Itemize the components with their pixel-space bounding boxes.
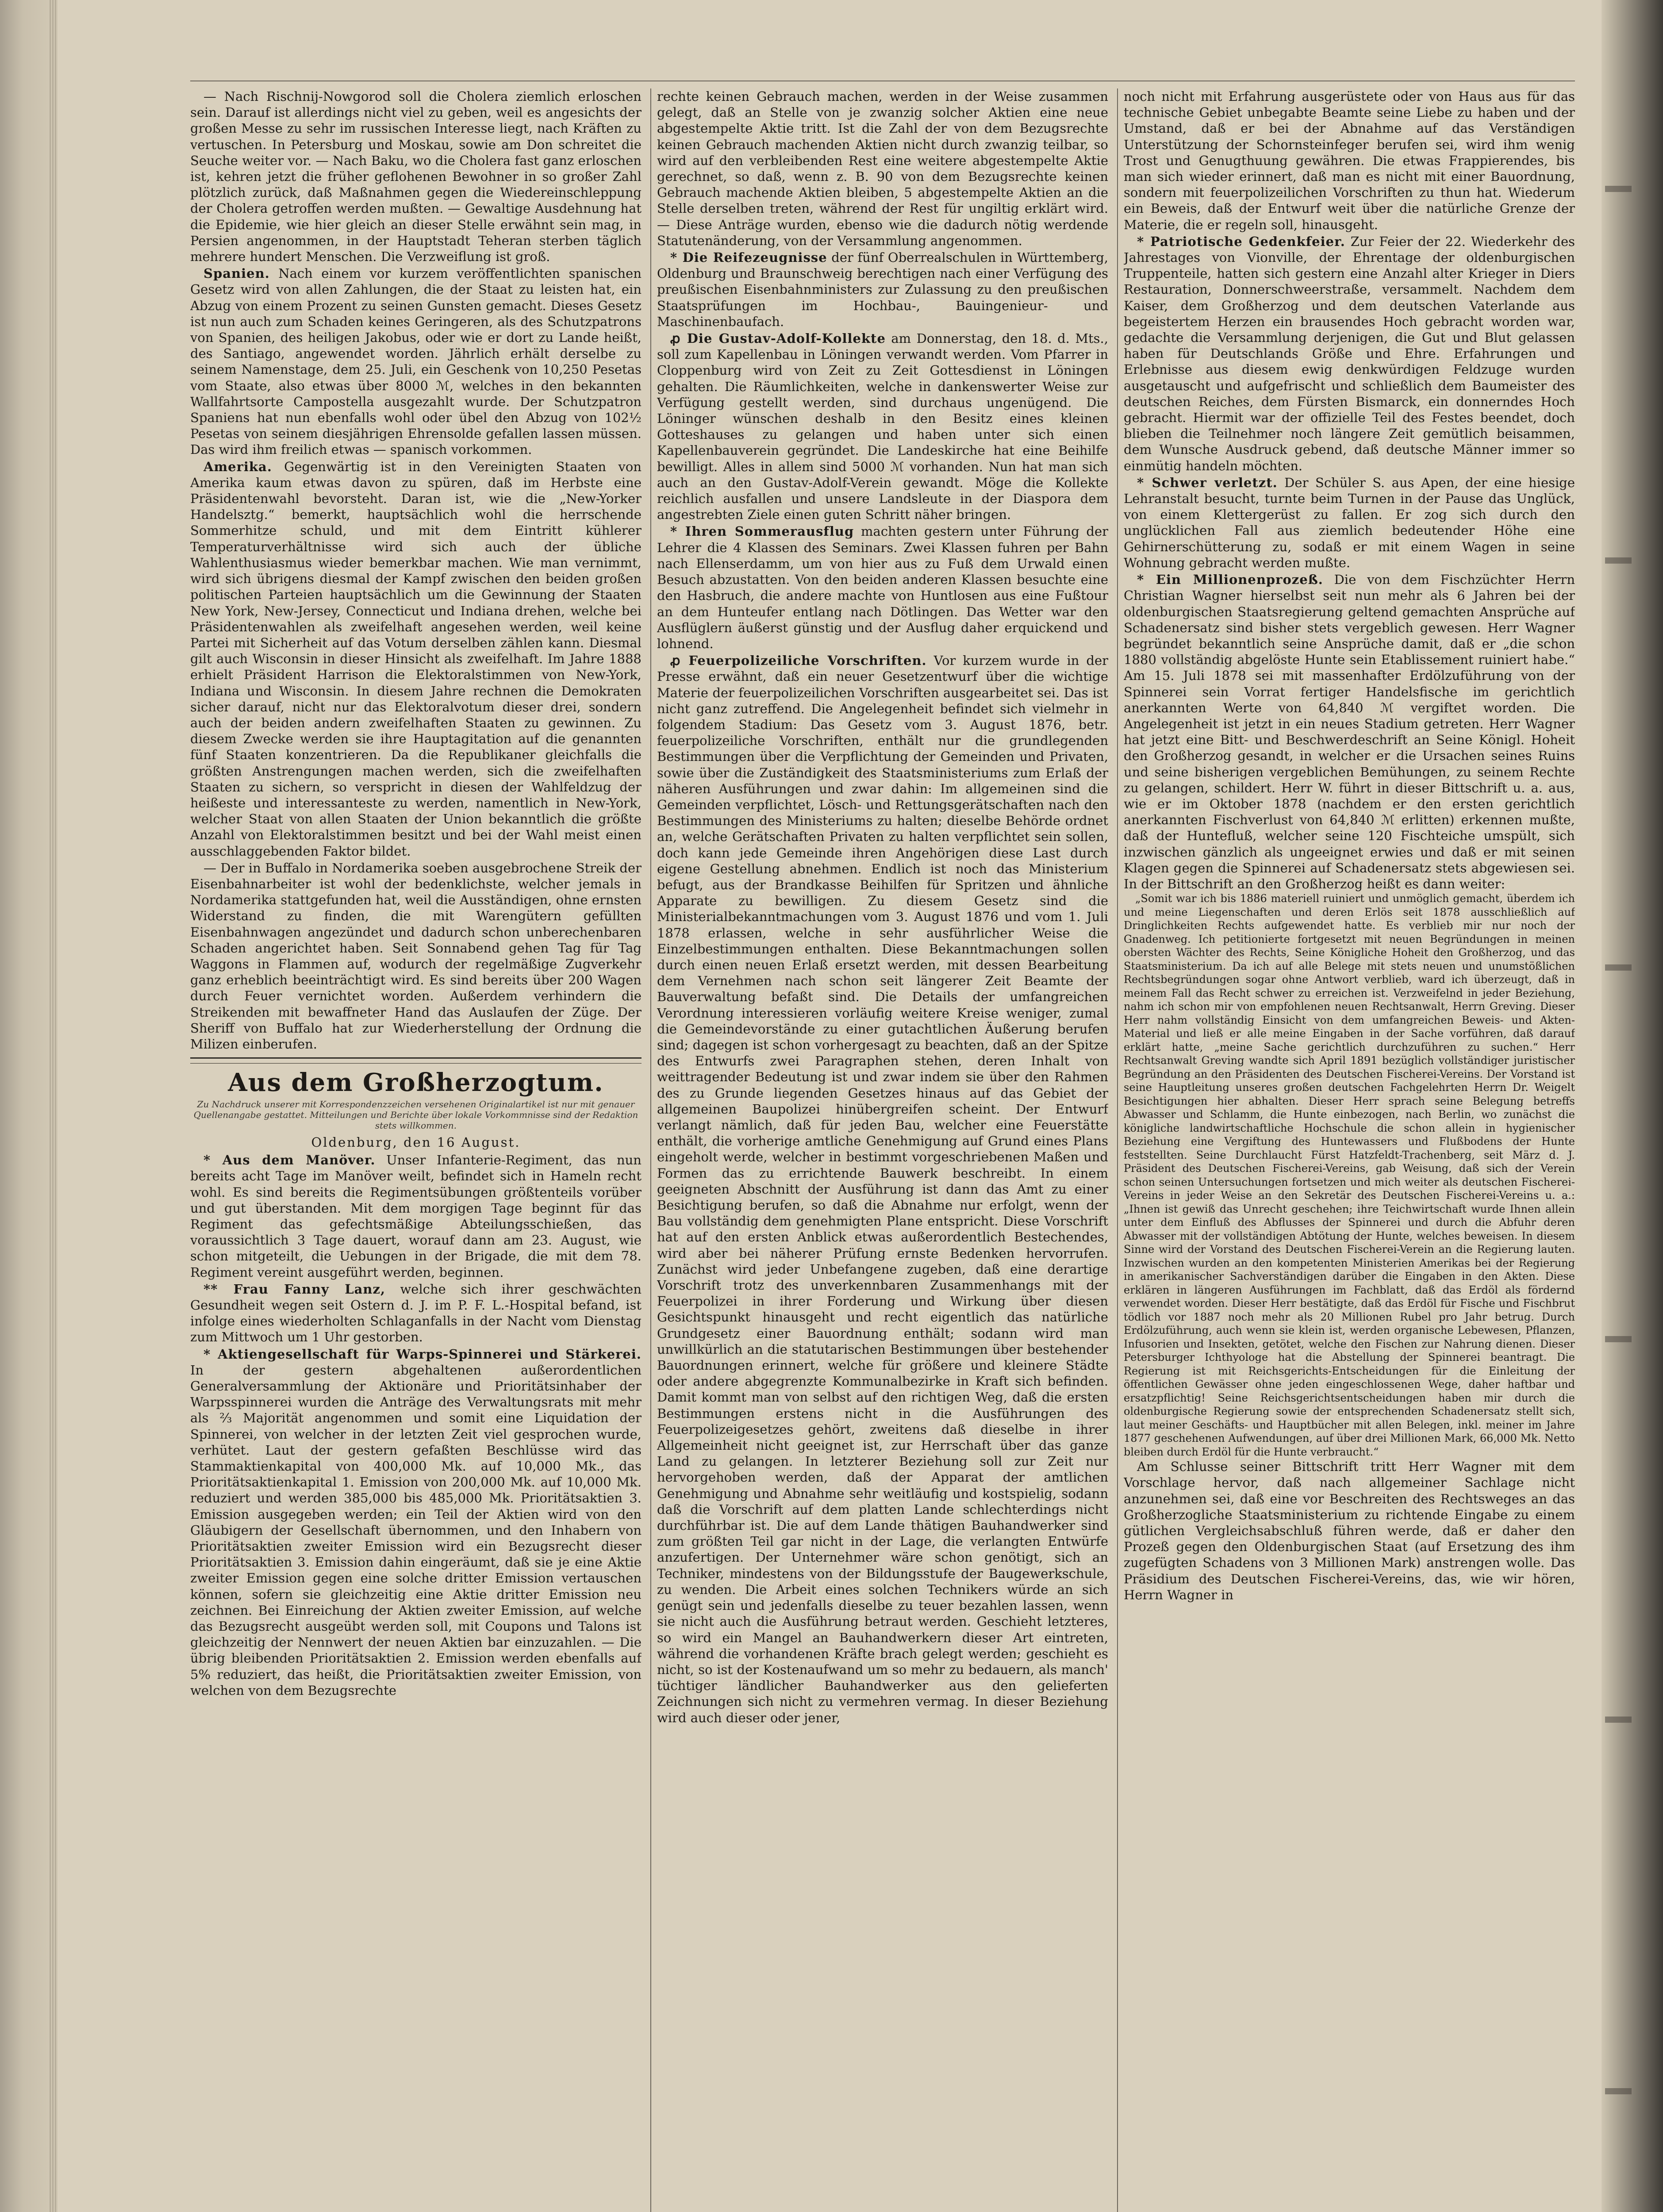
article-paragraph [657,88,1108,249]
column-3 [1124,88,1575,2212]
article-paragraph [1124,475,1575,571]
article-body: Gegenwärtig ist in den Vereinigten Staaten von Amerika kaum etwas davon zu spüren, daß im Herbste eine Präsidentenwahl bevorsteht. Daran ist, wie die „New-Yorker Handelsztg.“ bemerkt, hauptsächlich wohl die herrschende Sommerhitze schuld, und mit dem Eintritt kühlerer Temperaturverhältnisse wird sich auch der übliche Wahlenthusiasmus wieder bemerkbar machen. Wie man vernimmt, wird sich übrigens diesmal der Kampf zwischen den beiden großen politischen Parteien hauptsächlich um die Gewinnung der Staaten New York, New-Jersey, Connecticut und Indiana drehen, welche bei Präsidentenwahlen als zweifelhaft angesehen werden, weil keine Partei mit Sicherheit auf das Votum derselben zählen kann. Diesmal gilt auch Wisconsin in dieser Hinsicht als zweifelhaft. Im Jahre 1888 erhielt Präsident Harrison die Elektoralstimmen von New-York, Indiana und Wisconsin. In diesem Jahre rechnen die Demokraten sicher darauf, nicht nur das Elektoralvotum dieser drei, sondern auch der beiden andern zweifelhaften Staaten zu gewinnen. Zu diesem Zwecke werden sie ihre Hauptagitation auf die genannten fünf Staaten konzentrieren. Da die Republikaner gleichfalls die größten Anstrengungen machen werden, sich die zweifelhaften Staaten zu sichern, so verspricht in diesen der Wahlfeldzug der heißeste und interessanteste zu werden, namentlich in New-York, welcher Staat von allen Staaten der Union bekanntlich die größte Anzahl von Elektoralstimmen besitzt und bei der Wahl meist einen ausschlaggebenden Faktor bildet. [190,459,641,859]
column-divider-1 [650,88,651,2212]
article-headline: * Ein Millionenprozeß. [1137,572,1323,588]
article-paragraph [190,88,641,265]
article-body: — Der in Buffalo in Nordamerika soeben ausgebrochene Streik der Eisenbahnarbeiter ist wohl der bedenklichste, welcher jemals in Nordamerika stattgefunden hat, weil die Ausständigen, ohne ernsten Widerstand zu finden, die mit Warengütern gefüllten Eisenbahnwagen angezündet und dadurch schon unberechenbaren Schaden angerichtet haben. Seit Sonnabend gehen Tag für Tag Waggons in Flammen auf, wodurch der regelmäßige Zugverkehr ganz erheblich beeinträchtigt wird. Es sind bereits über 200 Wagen durch Feuer vernichtet worden. Außerdem verhindern die Streikenden mit bewaffneter Hand das Auslaufen der Züge. Der Sheriff von Buffalo hat zur Wiederherstellung der Ordnung die Milizen einberufen. [190,860,641,1052]
column-1-articles [190,88,641,1052]
article-paragraph [1124,88,1575,233]
article-paragraph [657,330,1108,522]
article-headline: * Schwer verletzt. [1137,475,1278,490]
article-body: machten gestern unter Führung der Lehrer die 4 Klassen des Seminars. Zwei Klassen fuhren per Bahn nach Ellenserdamm, um von hier aus zu Fuß dem Urwald einen Besuch abzustatten. Von den beiden anderen Klassen besuchte eine den Hasbruch, die andere machte von Huntlosen aus eine Fußtour an dem Hunteufer entlang nach Dötlingen. Das Wetter war den Ausflüglern äußerst günstig und der Ausflug daher erquickend und lohnend. [657,524,1108,651]
section-note: Zu Nachdruck unserer mit Korrespondenzzeichen versehenen Originalartikel ist nur mit genauer Quellenangabe gestattet. Mitteilungen und Berichte über lokale Vorkommnisse sind der Redaktion stets willkommen. [193,1099,638,1131]
article-paragraph [657,250,1108,330]
article-paragraph [1124,572,1575,892]
section-title: Aus dem Großherzogtum. [228,1068,604,1098]
article-body: noch nicht mit Erfahrung ausgerüstete oder von Haus aus für das technische Gebiet unbegabte Beamte seine Liebe zu haben und der Umstand, daß er bei der Abnahme auf das Verständigen Unterstützung der Schornsteinfeger berufen sei, wird ihm wenig Trost und Genugthuung gewähren. Die etwas Frappierendes, bis man sich wieder erinnert, daß man es nicht mit einer Bauordnung, sondern mit feuerpolizeilichen Vorschriften zu thun hat. Wiederum ein Beweis, daß der Entwurf weit über die natürliche Grenze der Materie, die er regeln soll, hinausgeht. [1124,89,1575,232]
article-headline: * Ihren Sommerausflug [670,524,854,539]
article-headline: * Aktiengesellschaft für Warps-Spinnerei und Stärkerei. [204,1346,641,1362]
article-body: Zur Feier der 22. Wiederkehr des Jahrestages von Vionville, der Ehrentage der oldenburgischen Truppenteile, hatten sich gestern eine Anzahl alter Krieger in Diers Restauration, Donnerschweerstraße, versammelt. Nachdem dem Kaiser, dem Großherzog und dem deutschen Vaterlande aus begeistertem Herzen ein brausendes Hoch gebracht worden war, gedachte die Versammlung derjenigen, die Gut und Blut gelassen haben für Deutschlands Größe und Ehre. Erfahrungen und Erlebnisse aus diesem ewig denkwürdigen Feldzuge wurden ausgetauscht und aufgefrischt und schließlich dem Baumeister des deutschen Reiches, dem Fürsten Bismarck, ein donnerndes Hoch gebracht. Hiermit war der offizielle Teil des Festes beendet, doch blieben die Teilnehmer noch längere Zeit gemütlich beisammen, dem Wunsche Ausdruck gebend, daß deutsche Männer immer so einmütig handeln möchten. [1124,234,1575,473]
column-divider-2 [1117,88,1118,2212]
dateline: Oldenburg, den 16 August. [311,1135,521,1150]
article-body: rechte keinen Gebrauch machen, werden in der Weise zusammen gelegt, daß an Stelle von je zwanzig solcher Aktien eine neue abgestempelte Aktie tritt. Ist die Zahl der von dem Bezugsrechte keinen Gebrauch machenden Aktien nicht durch zwanzig teilbar, so wird auf den verbleibenden Rest eine weitere abgestempelte Aktie gerechnet, so daß, wenn z. B. 90 von dem Bezugsrechte keinen Gebrauch machende Aktien bleiben, 5 abgestempelte Aktien an die Stelle derselben treten, während der Rest für ungiltig erklärt wird. — Diese Anträge wurden, ebenso wie die dadurch nötig werdende Statutenänderung, von der Versammlung angenommen. [657,89,1108,248]
article-headline: Amerika. [204,459,272,474]
article-paragraph [190,1281,641,1345]
article-paragraph [657,653,1108,1726]
column-2-articles [657,88,1108,1726]
article-headline: * Patriotische Gedenkfeier. [1137,234,1345,249]
petition-quote [1124,892,1575,1459]
article-body: Unser Infanterie-Regiment, das nun bereits acht Tage im Manöver weilt, befindet sich in Hameln recht wohl. Es sind bereits die Regimentsübungen größtenteils vorüber und gut überstanden. Mit dem morgigen Tage beginnt für das Regiment das gefechtsmäßige Abteilungsschießen, das voraussichtlich 3 Tage dauert, worauf dann am 23. August, wie schon mitgeteilt, die Uebungen in der Brigade, die mit dem 78. Regiment vereint ausgeführt werden, beginnen. [190,1152,641,1280]
article-paragraph [657,523,1108,652]
column-3-articles [1124,88,1575,892]
article-headline: * Aus dem Manöver. [204,1152,376,1168]
page-binding [0,0,58,2212]
article-paragraph [190,1346,641,1698]
section-rule-thin [190,1063,641,1064]
article-headline: ꝓ Die Gustav-Adolf-Kollekte [670,331,886,346]
article-headline: ꝓ Feuerpolizeiliche Vorschriften. [670,653,927,668]
article-paragraph [1124,1459,1575,1603]
article-paragraph [190,860,641,1052]
article-paragraph [190,459,641,859]
article-headline: ** Frau Fanny Lanz, [204,1281,386,1297]
article-body: am Donnerstag, den 18. d. Mts., soll zum Kapellenbau in Löningen verwandt werden. Vom Pfarrer in Cloppenburg wird von Zeit zu Zeit Gottesdienst in Löningen gehalten. Die Räumlichkeiten, welche in dankenswerter Weise zur Verfügung gestellt werden, sind durchaus ungenügend. Die Löninger wünschen deshalb in den Besitz eines kleinen Gotteshauses zu gelangen und haben unter sich einen Kapellenbauverein gegründet. Die Landeskirche hat eine Beihilfe bewilligt. Alles in allem sind 5000 ℳ vorhanden. Nun hat man sich auch an den Gustav-Adolf-Verein gewandt. Möge die Kollekte reichlich ausfallen und unsere Landsleute in der Diaspora dem angestrebten Ziele einen guten Schritt näher bringen. [657,331,1108,522]
article-headline: * Die Reifezeugnisse [670,250,827,265]
page-edge [1602,0,1663,2212]
article-body: der fünf Oberrealschulen in Württemberg, Oldenburg und Braunschweig berechtigen nach einer Verfügung des preußischen Eisenbahnministers zur Zulassung zu den preußischen Staatsprüfungen im Hochbau-, Bauingenieur- und Maschinenbaufach. [657,250,1108,329]
article-body: Der Schüler S. aus Apen, der eine hiesige Lehranstalt besucht, turnte beim Turnen in der Pause das Unglück, von einem Klettergerüst zu fallen. Er zog sich durch den unglücklichen Fall aus ziemlich bedeutender Höhe eine Gehirnerschütterung zu, sodaß er mit einem Wagen in seine Wohnung gebracht werden mußte. [1124,475,1575,570]
column-2 [657,88,1108,2212]
section-rule [190,1057,641,1059]
article-body: In der gestern abgehaltenen außerordentlichen Generalversammlung der Aktionäre und Prioritätsinhaber der Warpsspinnerei wurden die Anträge des Verwaltungsrats mit mehr als ⅔ Majorität angenommen und somit eine Liquidation der Spinnerei, von welcher in der letzten Zeit viel gesprochen wurde, verhütet. Laut der gestern gefaßten Beschlüsse wird das Stammaktienkapital von 400,000 Mk. auf 10,000 Mk., das Prioritätsaktienkapital 1. Emission von 200,000 Mk. auf 10,000 Mk. reduziert und werden 385,000 bis 485,000 Mk. Prioritätsaktien 3. Emission ausgegeben werden; ein Teil der Aktien wird von den Gläubigern der Gesellschaft übernommen, und den Inhabern von Prioritätsaktien zweiter Emission wird ein Bezugsrecht dieser Prioritätsaktien 3. Emission dahin eingeräumt, daß sie je eine Aktie zweiter Emission gegen eine solche dritter Emission vertauschen können, sofern sie gleichzeitig eine Aktie dritter Emission neu zeichnen. Bei Einreichung der Aktien zweiter Emission, auf welche das Bezugsrecht ausgeübt werden soll, mit Coupons und Talons ist gleichzeitig der Nennwert der neuen Aktien bar einzuzahlen. — Die übrig bleibenden Prioritätsaktien 2. Emission werden ebenfalls auf 5% reduziert, das heißt, die Prioritätsaktien zweiter Emission, von welchen von dem Bezugsrechte [190,1362,641,1698]
article-headline: Spanien. [204,266,270,281]
article-paragraph [1124,234,1575,474]
article-body: — Nach Rischnij-Nowgorod soll die Cholera ziemlich erloschen sein. Darauf ist allerdings nicht viel zu geben, weil es angesichts der großen Messe zu sehr im russischen Interesse liegt, nach Kräften zu vertuschen. In Petersburg und Moskau, sowie am Don schreitet die Seuche weiter vor. — Nach Baku, wo die Cholera fast ganz erloschen ist, kehren jetzt die früher geflohenen Bewohner in so großer Zahl plötzlich zurück, daß Maßnahmen gegen die Wiedereinschleppung der Cholera getroffen werden mußten. — Gewaltige Ausdehnung hat die Epidemie, wie hier gleich an dieser Stelle erwähnt sein mag, in Persien angenommen, in der Hauptstadt Teheran sterben täglich mehrere hundert Menschen. Die Verzweiflung ist groß. [190,89,641,265]
column-1-local-articles [190,1152,641,1698]
article-paragraph [190,265,641,457]
article-body: Die von dem Fischzüchter Herrn Christian Wagner hierselbst seit nun mehr als 6 Jahren bei der oldenburgischen Staatsregierung geltend gemachten Ansprüche auf Schadenersatz sind bisher stets vergeblich gewesen. Herr Wagner begründet bekanntlich seine Ansprüche damit, daß er „die schon 1880 vollständig abgelöste Hunte sein Etablissement ruiniert habe.“ Am 15. Juli 1878 sei mit massenhafter Erdölzuführung von der Spinnerei sein Vorrat fertiger Handelsfische im gerichtlich anerkannten Werte von 64,840 ℳ vergiftet worden. Die Angelegenheit ist jetzt in ein neues Stadium getreten. Herr Wagner hat jetzt eine Bitt- und Beschwerdeschrift an Seine Königl. Hoheit den Großherzog gesandt, in welcher er die Ursachen seines Ruins und seine bisherigen vergeblichen Bemühungen, zu seinem Rechte zu gelangen, schildert. Herr W. führt in dieser Bittschrift u. a. aus, wie er im Oktober 1878 (nachdem er den ersten gerichtlich anerkannten Fischverlust von 64,840 ℳ erlitten) erkennen mußte, daß der Huntefluß, welcher seine 120 Fischteiche umspült, sich inzwischen gänzlich als ungeeignet erwies und daß er mit seinen Klagen gegen die Spinnerei auf Schadenersatz stets abgewiesen sei. In der Bittschrift an den Großherzog heißt es dann weiter: [1124,572,1575,891]
article-paragraph [190,1152,641,1280]
quoted-paragraph: „Somit war ich bis 1886 materiell ruiniert und unmöglich gemacht, überdem ich und meine Liegenschaften und deren Erlös seit 1878 ausschließlich auf Dringlichkeiten Rechts aufgewendet hatte. Es verblieb mir nur noch der Gnadenweg. Ich petitionierte fortgesetzt mit neuen Begründungen in meinen obersten Wächter des Rechts, Seine Königliche Hoheit den Großherzog, und das Staatsministerium. Da ich auf alle Belege mit stets neuen und unumstößlichen Rechtsbegründungen sogar ohne Antwort verblieb, ward ich überzeugt, daß in meinem Fall das Recht schwer zu erreichen ist. Verzweifelnd in jeder Beziehung, nahm ich schon mir von empfohlenen neuen Rechtsanwalt, Herrn Greving. Dieser Herr nahm vollständig Einsicht von dem umfangreichen Beweis- und Akten-Material und ließ er alle meine Eingaben in der Sache vorführen, daß darauf erklärt hatte, „meine Sache gerichtlich durchzuführen zu suchen.“ Herr Rechtsanwalt Greving wandte sich April 1891 bezüglich vollständiger juristischer Begründung an den Präsidenten des Deutschen Fischerei-Vereins. Der Vorstand ist seine Hauptleitung unseres großen deutschen Fachgelehrten Herrn Dr. Weigelt Besichtigungen hier abhalten. Dieser Herr sprach seine Belegung betreffs Abwasser und Schlamm, die Hunte einbezogen, nach Berlin, wo zunächst die königliche landwirtschaftliche Hochschule die schon allein in hygienischer Beziehung eine Vergiftung des Huntewassers und Flußbodens der Hunte feststellten. Seine Durchlaucht Fürst Hatzfeldt-Trachenberg, seit März d. J. Präsident des Deutschen Fischerei-Vereins, gab Weisung, daß sich der Verein schon seinen Untersuchungen fortsetzen und mich weiter als deutschen Fischerei-Vereins in jeder Weise an den Sekretär des Deutschen Fischerei-Vereins u. a.: „Ihnen ist gewiß das Unrecht geschehen; ihre Teichwirtschaft wurde Ihnen allein unter dem Einfluß des Abflusses der Spinnerei und durch die Abfuhr deren Abwasser mit der vollständigen Abtötung der Hunte, welches beweisen. In diesem Sinne wird der Vorstand des Deutschen Fischerei-Verein an die Regierung lauten. Inzwischen wurden an den kompetenten Ministerien Amerikas bei der Regierung in amerikanischer Sachverständigen darüber die Eingaben in den Akten. Diese erklären in längeren Ausführungen im Fachblatt, daß das Erdöl als fördernd verwendet worden. Dieser Herr bestätigte, daß das Erdöl für Fische und Fischbrut tödlich vor 1887 noch mehr als 20 Millionen Rubel pro Jahr betrug. Durch Erdölzuführung, auch wenn sie klein ist, werden organische Lebewesen, Pflanzen, Infusorien und Insekten, getötet, welche den Fischen zur Nahrung dienen. Dieser Petersburger Ichthyologe hat die Abstellung der Spinnerei beantragt. Die Regierung ist mit Reichsgerichts-Entscheidungen für die Einleitung der öffentlichen Gewässer ohne jeden eingeschlossenen Wege, daher haftbar und ersatzpflichtig! Seine Reichsgerichtsentscheidungen haben mir durch die oldenburgische Regierung sowie der entsprechenden Schadenersatz stellt sich, laut meiner Geschäfts- und Hauptbücher mit allen Belegen, inkl. meiner im Jahre 1877 geschehenen Aufwendungen, auf über drei Millionen Mark, 66,000 Mk. Netto bleiben durch Erdöl für die Hunte verbraucht.“ [1124,892,1575,1458]
column-1 [190,88,641,2212]
article-body: Am Schlusse seiner Bittschrift tritt Herr Wagner mit dem Vorschlage hervor, daß nach allgemeiner Sachlage nicht anzunehmen sei, daß eine vor Beschreiten des Rechtsweges an das Großherzogliche Staatsministerium zu richtende Eingabe zu einem gütlichen Vergleichsabschluß führen werde, daß er daher den Prozeß gegen den Oldenburgischen Staat (auf Ersetzung des ihm zugefügten Schadens von 3 Millionen Mark) anstrengen wolle. Das Präsidium des Deutschen Fischerei-Vereins, das, wie wir hören, Herrn Wagner in [1124,1459,1575,1602]
column-3-closing [1124,1459,1575,1603]
article-body: welche sich ihrer geschwächten Gesundheit wegen seit Ostern d. J. im P. F. L.-Hospital befand, ist infolge eines wiederholten Schlaganfalls in der Nacht vom Dienstag zum Mittwoch um 1 Uhr gestorben. [190,1281,641,1345]
article-body: Vor kurzem wurde in der Presse erwähnt, daß ein neuer Gesetzentwurf über die wichtige Materie der feuerpolizeilichen Vorschriften ausgearbeitet sei. Das ist nicht ganz zutreffend. Die Angelegenheit befindet sich vielmehr in folgendem Stadium: Das Gesetz vom 3. August 1876, betr. feuerpolizeiliche Vorschriften, enthält nur die grundlegenden Bestimmungen über die Verpflichtung der Gemeinden und Privaten, sowie über die Zuständigkeit des Staatsministeriums zum Erlaß der näheren Ausführungen und zwar dahin: Im allgemeinen sind die Gemeinden verpflichtet, Lösch- und Rettungsgerätschaften nach den Bestimmungen des Ministeriums zu halten; dieselbe Behörde ordnet an, welche Gerätschaften Privaten zu halten verpflichtet sein sollen, doch kann jede Gemeinde ihren Angehörigen diese Last durch eigene Gestellung abnehmen. Endlich ist noch das Ministerium befugt, aus der Brandkasse Beihilfen für Spritzen und ähnliche Apparate zu bewilligen. Zu diesem Gesetz sind die Ministerialbekanntmachungen vom 3. August 1876 und vom 1. Juli 1878 erlassen, welche in sehr ausführlicher Weise die Einzelbestimmungen enthalten. Diese Bekanntmachungen sollen durch einen neuen Erlaß ersetzt werden, mit dessen Bearbeitung dem Vernehmen nach schon seit längerer Zeit Beamte der Bauverwaltung befaßt sind. Die Details der umfangreichen Verordnung interessieren vorläufig weitere Kreise weniger, zumal die Gemeindevorstände zu einer gutachtlichen Äußerung berufen sind; dagegen ist schon vorhergesagt zu beachten, daß an der Spitze des Entwurfs zwei Paragraphen stehen, deren Inhalt von weittragender Bedeutung ist und zwar indem sie über den Rahmen des zu Grunde liegenden Gesetzes hinaus auf das Gebiet der allgemeinen Baupolizei hinübergreifen scheint. Der Entwurf verlangt nämlich, daß für jeden Bau, welcher eine Feuerstätte enthält, die vorherige amtliche Genehmigung auf Grund eines Plans eingeholt werde, welcher in bestimmt vorgeschriebenen Maßen und Formen das zu errichtende Bauwerk beschreibt. In einem geeigneten Abschnitt der Ausführung ist dann das Amt zu einer Besichtigung berufen, so daß die Abnahme nur erfolgt, wenn der Bau vollständig dem genehmigten Plane entspricht. Diese Vorschrift hat auf den ersten Anblick etwas außerordentlich Bestechendes, wird aber bei näherer Prüfung ernste Bedenken hervorrufen. Zunächst wird jeder Unbefangene zugeben, daß eine derartige Vorschrift trotz des unverkennbaren Zusammenhangs mit der Feuerpolizei in ihrer Forderung und Wirkung über diesen Gesichtspunkt hinausgeht und recht eigentlich das natürliche Grundgesetz einer Bauordnung enthält; sodann wird man unwillkürlich an die statutarischen Bestimmungen über bestehender Bauordnungen erinnert, welche für größere und kleinere Städte oder andere abgegrenzte Kommunalbezirke in Kraft sich befinden. Damit kommt man von selbst auf den richtigen Weg, daß die ersten Bestimmungen erstens nicht in die Ausführungen des Feuerpolizeigesetzes gehört, zweitens daß dieselbe in ihrer Allgemeinheit nicht geeignet ist, zur Herrschaft über das ganze Land zu gelangen. In letzterer Beziehung soll zur Zeit nur hervorgehoben werden, daß der Apparat der amtlichen Genehmigung und Abnahme sehr weitläufig und kostspielig, sodann daß die Vorschrift auf dem platten Lande schlechterdings nicht durchführbar ist. Die auf dem Lande thätigen Bauhandwerker sind zum größten Teil gar nicht in der Lage, die verlangten Entwürfe anzufertigen. Der Unternehmer wäre schon genötigt, sich an Techniker, mindestens von der Bildungsstufe der Baugewerkschule, zu wenden. Die Arbeit eines solchen Technikers würde an sich genügt sein und jedenfalls dieselbe zu teuer bezahlen lassen, wenn sie nicht auch die Ausführung betraut werden. Geschieht letzteres, so wird ein Mangel an Bauhandwerkern dieser Art eintreten, während die vorhandenen Kräfte brach gelegt werden; geschieht es nicht, so ist der Kostenaufwand um so mehr zu bedauern, als manch' tüchtiger ländlicher Bauhandwerker aus den gelieferten Zeichnungen sich nicht zu vermehren vermag. In dieser Beziehung wird auch dieser oder jener, [657,653,1108,1725]
article-body: Nach einem vor kurzem veröffentlichten spanischen Gesetz wird von allen Zahlungen, die der Staat zu leisten hat, ein Abzug von einem Prozent zu seinen Gunsten gemacht. Dieses Gesetz ist nun auch zum Schaden keines Geringeren, als des Schutzpatrons von Spanien, des heiligen Jakobus, oder wie er dort zu Lande heißt, des Santiago, angewendet worden. Jährlich erhält derselbe zu seinem Namenstage, dem 25. Juli, ein Geschenk von 10,250 Pesetas vom Staate, also etwas über 8000 ℳ, welches in den bekannten Wallfahrtsorte Campostella ausgezahlt wurde. Der Schutzpatron Spaniens hat nun ebenfalls wohl oder übel den Abzug von 102½ Pesetas von seinem diesjährigen Ehrensolde gefallen lassen müssen. Das wird ihm freilich etwas — spanisch vorkommen. [190,266,641,457]
